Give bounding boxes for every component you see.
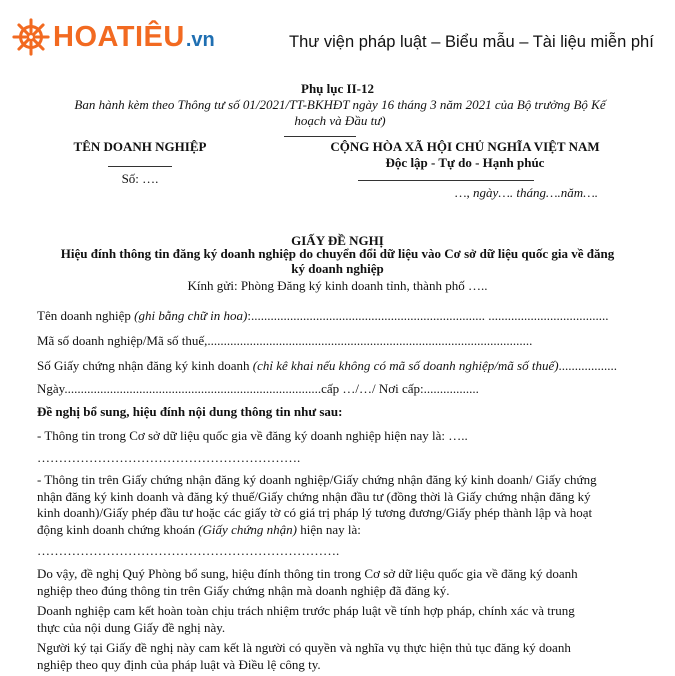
issued-line-1: Ban hành kèm theo Thông tư số 01/2021/TT-BKHĐT ngày 16 tháng 3 năm 2021 của Bộ trưởng Bộ Kế xyxy=(74,97,606,112)
para2-line-1: Doanh nghiệp cam kết hoàn toàn chịu trách nhiệm trước pháp luật về tính hợp pháp, chính xác và trung xyxy=(37,603,575,618)
item2-italic: (Giấy chứng nhận) xyxy=(198,521,298,537)
form-subtitle xyxy=(20,246,655,276)
paragraph-commitment xyxy=(37,603,639,636)
para3-line-2: nghiệp theo quy định của pháp luật và Điều lệ công ty. xyxy=(37,656,321,672)
item2-line-3: kinh doanh)/Giấy phép đầu tư hoặc các giấy tờ có giá trị pháp lý tương đương/Giấy phép thành lập và hoạt xyxy=(37,505,593,520)
field-company-name[interactable] xyxy=(37,308,639,325)
field-hint: (ghi bằng chữ in hoa) xyxy=(134,308,248,323)
item-database-info: - Thông tin trong Cơ sở dữ liệu quốc gia về đăng ký doanh nghiệp hiện nay là: ….. xyxy=(37,428,468,443)
field-dots: .................. xyxy=(558,358,618,373)
appendix-label: Phụ lục II-12 xyxy=(301,81,374,96)
form-title: GIẤY ĐỀ NGHỊ xyxy=(291,233,384,248)
subtitle-line-1: Hiệu đính thông tin đăng ký doanh nghiệp do chuyển đổi dữ liệu vào Cơ sở dữ liệu quốc gia về đăng xyxy=(60,246,615,261)
item2-line-4 xyxy=(37,522,639,539)
company-underline xyxy=(108,166,172,167)
item2-line-2: nhận đăng ký kinh doanh và đăng ký thuế/Giấy chứng nhận đầu tư (đồng thời là Giấy chứng nhận đăng ký xyxy=(37,488,591,504)
item2-text: động kinh doanh chứng khoán xyxy=(37,521,199,537)
logo-suffix: .vn xyxy=(185,28,215,51)
site-logo[interactable] xyxy=(12,18,215,56)
motto: Độc lập - Tự do - Hạnh phúc xyxy=(385,155,545,170)
item-database-dots[interactable]: ……………………………………………………. xyxy=(37,450,301,465)
field-dots: :........................................................................ ..................................... xyxy=(247,308,609,323)
field-issue-date[interactable]: Ngày...............................................................................cấp …/…/ Nơi cấp:................. xyxy=(37,381,479,396)
issued-line-2: hoạch và Đầu tư) xyxy=(294,113,386,128)
motto-underline xyxy=(358,180,534,181)
item-certificate-dots[interactable]: ……………………………………………………………. xyxy=(37,543,340,558)
company-name: TÊN DOANH NGHIỆP xyxy=(73,139,207,154)
republic-heading: CỘNG HÒA XÃ HỘI CHỦ NGHĨA VIỆT NAM xyxy=(330,139,600,154)
logo-text: HOATIÊU xyxy=(53,20,185,53)
item2-line-1: - Thông tin trên Giấy chứng nhận đăng ký doanh nghiệp/Giấy chứng nhận đăng ký kinh doanh/ Giấy chứng xyxy=(37,472,597,487)
field-label: Số Giấy chứng nhận đăng ký kinh doanh xyxy=(37,358,253,373)
para2-line-2: thực của nội dung Giấy đề nghị này. xyxy=(37,619,226,635)
recipient: Kính gửi: Phòng Đăng ký kinh doanh tỉnh, thành phố ….. xyxy=(187,278,488,293)
item-certificate-info xyxy=(37,472,639,538)
divider-top xyxy=(284,136,356,137)
para3-line-1: Người ký tại Giấy đề nghị này cam kết là người có quyền và nghĩa vụ thực hiện thủ tục đăng ký doanh xyxy=(37,640,571,655)
para1-line-2: nghiệp theo đúng thông tin trên Giấy chứng nhận mà doanh nghiệp đã đăng ký. xyxy=(37,582,450,598)
field-hint: (chỉ kê khai nếu không có mã số doanh nghiệp/mã số thuế) xyxy=(252,358,559,373)
site-tagline: Thư viện pháp luật – Biểu mẫu – Tài liệu miễn phí xyxy=(289,33,654,51)
field-business-cert[interactable] xyxy=(37,358,639,375)
field-tax-code[interactable]: Mã số doanh nghiệp/Mã số thuế,.................................................................................................... xyxy=(37,333,533,348)
para1-line-1: Do vậy, đề nghị Quý Phòng bổ sung, hiệu đính thông tin trong Cơ sở dữ liệu quốc gia về đăng ký doanh xyxy=(37,566,578,581)
document-number: Số: …. xyxy=(121,171,159,186)
issued-note xyxy=(40,97,640,129)
paragraph-signer xyxy=(37,640,639,673)
ship-wheel-icon xyxy=(12,18,50,56)
request-heading: Đề nghị bổ sung, hiệu đính nội dung thông tin như sau: xyxy=(37,404,343,419)
paragraph-request xyxy=(37,566,639,599)
site-header xyxy=(0,0,675,74)
subtitle-line-2: ký doanh nghiệp xyxy=(291,261,384,276)
item2-tail: hiện nay là: xyxy=(297,521,361,537)
date-line: …, ngày…. tháng….năm…. xyxy=(455,185,599,200)
field-label: Tên doanh nghiệp xyxy=(37,308,135,323)
